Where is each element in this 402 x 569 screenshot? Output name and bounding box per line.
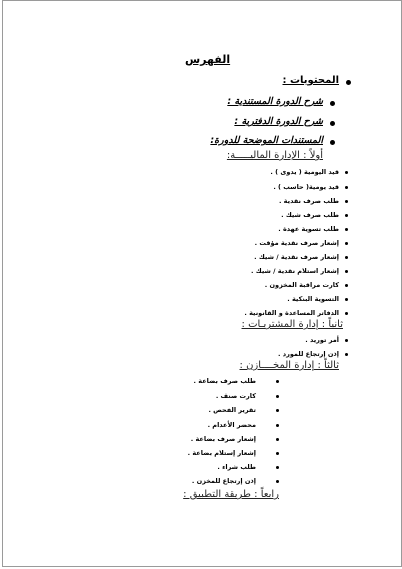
- section-warehouse-heading: ثالثاً : إدارة المخــــازن :: [239, 360, 339, 371]
- outline-documentary-cycle: شرح الدورة المستندية :: [227, 96, 323, 107]
- section-purchasing-heading: ثانياً : إدارة المشتريـات :: [241, 319, 343, 330]
- list-item: أمر توريد .: [305, 336, 339, 344]
- list-item: إشعار صرف بضاعة .: [190, 435, 256, 443]
- list-item: كارت صنف .: [215, 392, 256, 400]
- list-item: طلب صرف بضاعة .: [193, 377, 256, 385]
- list-item: التسوية البنكية .: [287, 295, 339, 303]
- list-item: قيد يومية( حاسب ) .: [273, 183, 339, 191]
- list-item: إذن إرتجاع للمخزن .: [191, 477, 256, 485]
- list-item: إشعار استلام نقدية / شيك .: [251, 267, 339, 275]
- list-item: إشعار صرف نقدية / شيك .: [254, 253, 339, 261]
- list-item: الدفاتر المساعدة و القانونية .: [244, 309, 339, 317]
- list-item: طلب صرف نقدية .: [278, 197, 339, 205]
- list-item: طلب صرف شيك .: [281, 211, 339, 219]
- list-item: إذن إرتجاع للمورد .: [278, 350, 339, 358]
- list-item: كارت مراقبة المخزون .: [264, 281, 339, 289]
- outline-cycle-documents: المستندات الموضحة للدورة:: [210, 135, 323, 146]
- document-page: [2, 0, 402, 567]
- page-title: الفهرس: [185, 53, 231, 66]
- list-item: محضر الأعدام .: [207, 421, 256, 429]
- outline-accounting-cycle: شرح الدورة الدفترية :: [234, 116, 323, 127]
- list-item: تقرير الفحص .: [208, 406, 256, 414]
- contents-heading: المحتويات :: [282, 75, 339, 86]
- list-item: إشعار صرف نقدية مؤقت .: [254, 239, 339, 247]
- list-item: قيد اليومية ( يدوى ) .: [270, 168, 339, 176]
- section-finance-heading: أولاً : الإدارة الماليـــــة:: [226, 150, 323, 161]
- list-item: طلب تسوية عهدة .: [278, 225, 339, 233]
- list-item: طلب شراء .: [217, 463, 256, 471]
- section-application-heading: رابعاً : طريقة التطبيق :: [183, 489, 279, 500]
- list-item: إشعار إستلام بضاعة .: [187, 449, 256, 457]
